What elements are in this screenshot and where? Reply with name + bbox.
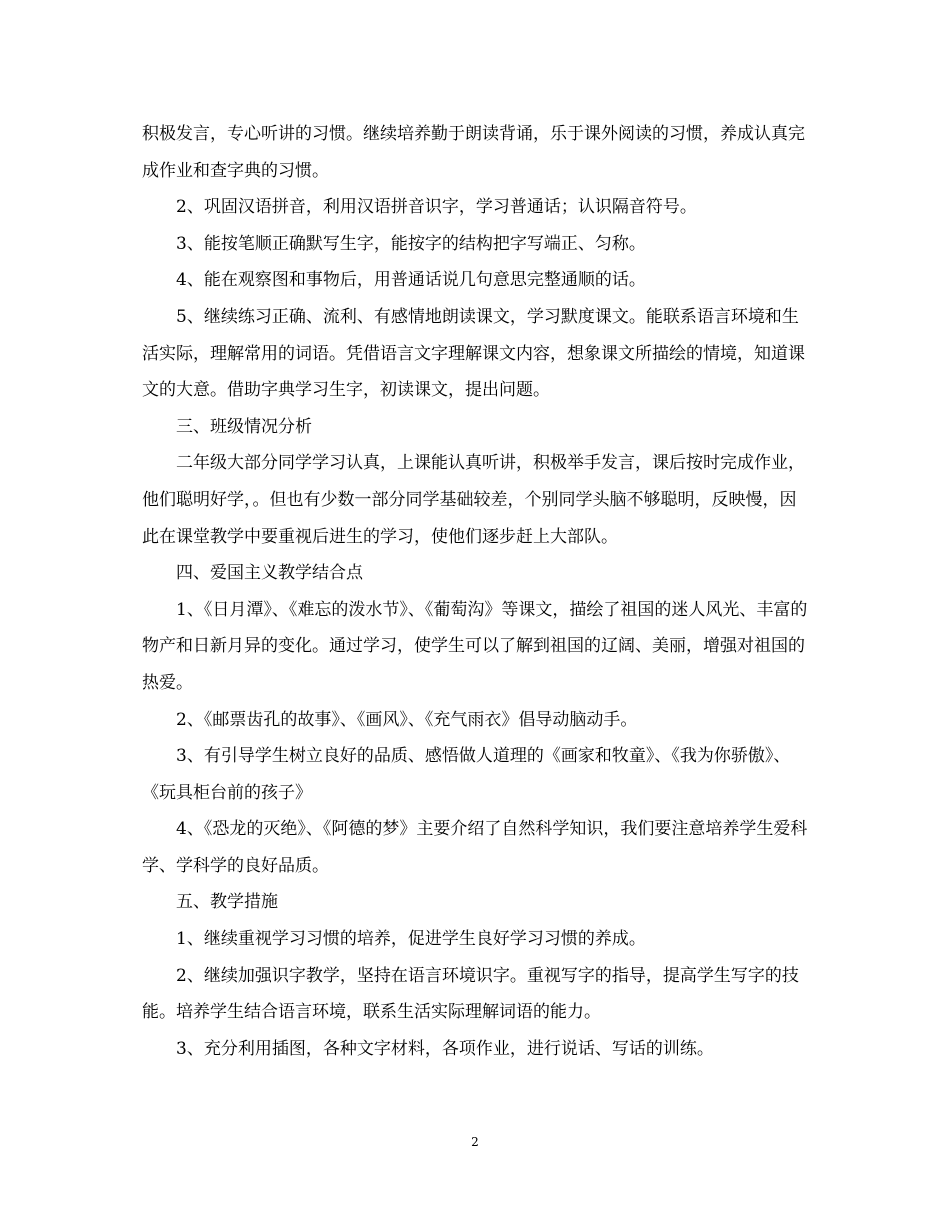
paragraph-item-5-reading: 5、继续练习正确、流利、有感情地朗读课文，学习默度课文。能联系语言环境和生活实际，理解常用的词语。凭借语言文字理解课文内容，想象课文所描绘的情境，知道课文的大意。借助字典学习生字，初读课文，提出问题。	[142, 306, 805, 401]
paragraph-item-4-speaking: 4、能在观察图和事物后，用普通话说几句意思完整通顺的话。	[176, 270, 646, 291]
paragraph-continuation: 积极发言，专心听讲的习惯。继续培养勤于朗读背诵，乐于课外阅读的习惯，养成认真完成作业和查字典的习惯。	[142, 124, 805, 181]
paragraph-patriotism-2: 2、《邮票齿孔的故事》、《画风》、《充气雨衣》倡导动脑动手。	[176, 709, 638, 730]
page-number: 2	[471, 1135, 479, 1149]
paragraph-class-analysis: 二年级大部分同学学习认真，上课能认真听讲，积极举手发言，课后按时完成作业，他们聪明好学，。但也有少数一部分同学基础较差，个别同学头脑不够聪明，反映慢，因此在课堂教学中要重视后进生的学习，使他们逐步赶上大部队。	[142, 453, 805, 547]
paragraph-item-2-pinyin: 2、巩固汉语拼音，利用汉语拼音识字，学习普通话；认识隔音符号。	[176, 197, 697, 218]
paragraph-measures-3: 3、充分利用插图，各种文字材料，各项作业，进行说话、写话的训练。	[176, 1038, 714, 1059]
paragraph-item-3-writing: 3、能按笔顺正确默写生字，能按字的结构把字写端正、匀称。	[176, 233, 646, 254]
paragraph-patriotism-1: 1、《日月潭》、《难忘的泼水节》、《葡萄沟》等课文，描绘了祖国的迷人风光、丰富的物产和日新月异的变化。通过学习，使学生可以了解到祖国的辽阔、美丽，增强对祖国的热爱。	[142, 599, 808, 693]
paragraph-patriotism-3: 3、有引导学生树立良好的品质、感悟做人道理的《画家和牧童》、《我为你骄傲》、《玩具柜台前的孩子》	[142, 746, 791, 803]
document-body	[142, 116, 810, 1067]
section-heading-patriotism: 四、爱国主义教学结合点	[176, 563, 363, 584]
paragraph-measures-2: 2、继续加强识字教学，坚持在语言环境识字。重视写字的指导，提高学生写字的技能。培养学生结合语言环境，联系生活实际理解词语的能力。	[142, 965, 799, 1023]
paragraph-patriotism-4: 4、《恐龙的灭绝》、《阿德的梦》主要介绍了自然科学知识，我们要注意培养学生爱科学、学科学的良好品质。	[142, 819, 808, 876]
section-heading-measures: 五、教学措施	[176, 892, 278, 913]
section-heading-class-analysis: 三、班级情况分析	[176, 416, 312, 437]
paragraph-measures-1: 1、继续重视学习习惯的培养，促进学生良好学习习惯的养成。	[176, 929, 646, 950]
